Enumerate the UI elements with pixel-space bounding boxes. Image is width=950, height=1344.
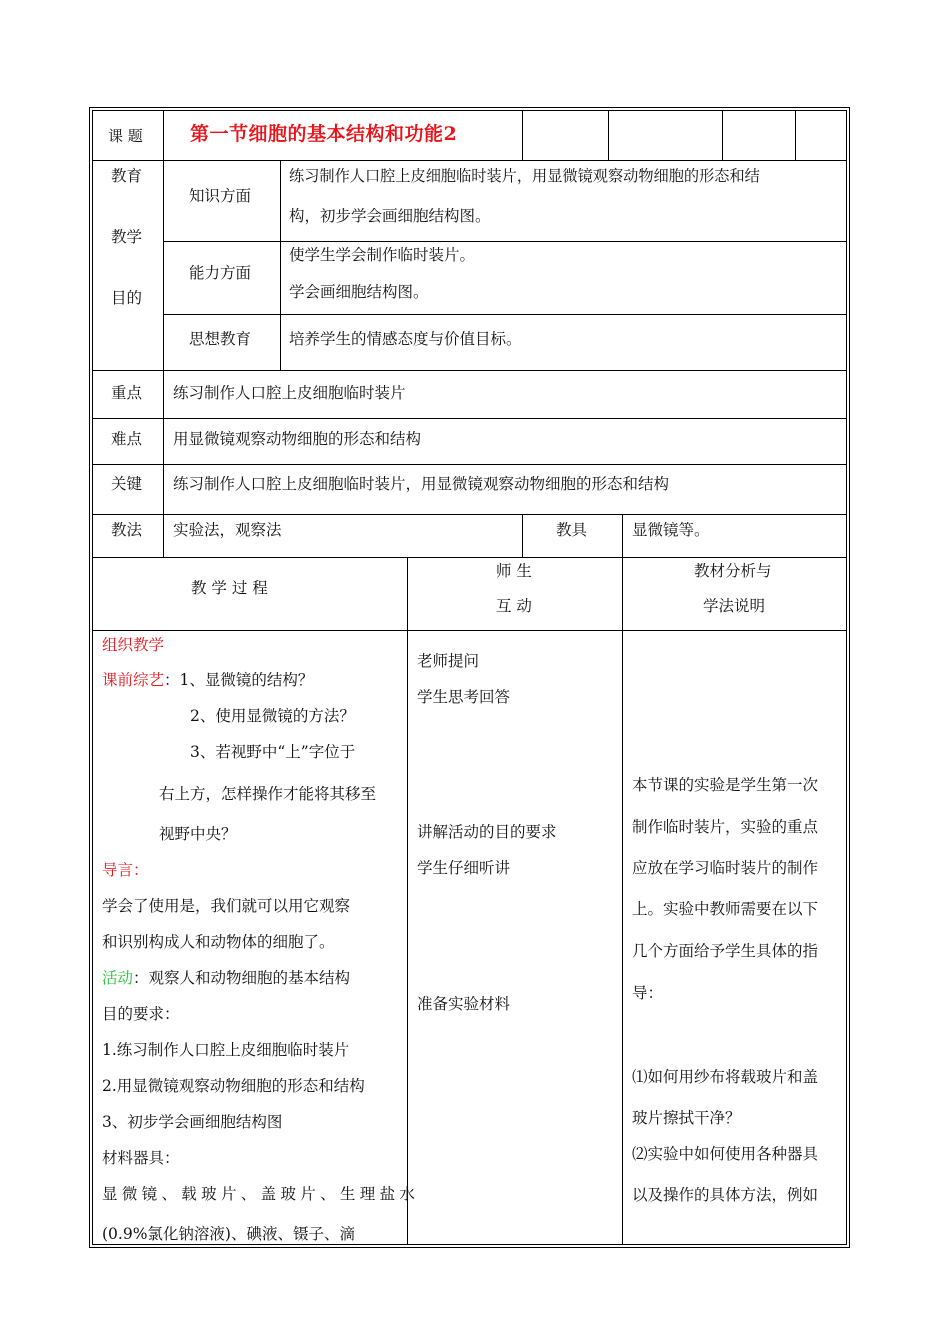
analysis-item-line: ⑵实验中如何使用各种器具 (632, 1145, 819, 1163)
goal-item: 1.练习制作人口腔上皮细胞临时装片 (102, 1041, 350, 1059)
analysis-line: 导： (632, 984, 664, 1002)
review-label: 课前综艺 (102, 671, 165, 689)
col-divider (608, 110, 609, 161)
interaction-col-header-line: 互 动 (496, 597, 532, 615)
interaction-line: 讲解活动的目的要求 (417, 823, 557, 841)
knowledge-label: 知识方面 (189, 187, 252, 205)
key-text: 练习制作人口腔上皮细胞临时装片，用显微镜观察动物细胞的形态和结构 (173, 475, 670, 493)
review-question: 2、使用显微镜的方法？ (190, 707, 355, 725)
materials-heading: 材料器具： (102, 1149, 180, 1167)
review-question-line: 右上方，怎样操作才能将其移至 (159, 785, 377, 803)
row-divider (92, 160, 847, 161)
review-line (102, 671, 313, 689)
organize-teaching-heading: 组织教学 (102, 636, 165, 654)
row-divider (163, 241, 847, 242)
analysis-item-line: ⑴如何用纱布将载玻片和盖 (632, 1068, 819, 1086)
col-divider (163, 110, 164, 558)
col-divider (622, 514, 623, 558)
key-point-label: 重点 (111, 384, 143, 402)
key-point-text: 练习制作人口腔上皮细胞临时装片 (173, 384, 406, 402)
col-divider (280, 160, 281, 371)
analysis-line: 制作临时装片，实验的重点 (632, 818, 819, 836)
ability-label: 能力方面 (189, 264, 252, 282)
knowledge-text-line: 构，初步学会画细胞结构图。 (289, 207, 491, 225)
col-divider (722, 110, 723, 161)
difficulty-label: 难点 (111, 430, 143, 448)
row-divider (163, 314, 847, 315)
objectives-label-line: 目的 (111, 289, 143, 307)
materials-line: (0.9%氯化钠溶液)、碘液、镊子、滴 (102, 1225, 355, 1243)
interaction-col-header-line: 师 生 (496, 562, 532, 580)
intro-heading: 导言： (102, 861, 149, 879)
tools-label: 教具 (556, 521, 588, 539)
ability-text-line: 学会画细胞结构图。 (289, 283, 429, 301)
row-divider (92, 370, 847, 371)
topic-label: 课 题 (108, 127, 143, 145)
intro-line: 学会了使用是，我们就可以用它观察 (102, 897, 351, 915)
analysis-col-header-line: 学法说明 (703, 597, 766, 615)
analysis-item-line: 玻片擦拭干净？ (632, 1109, 741, 1127)
col-divider (522, 514, 523, 558)
row-divider (92, 557, 847, 558)
goal-item: 3、初步学会画细胞结构图 (102, 1113, 283, 1131)
review-question: ：1、显微镜的结构？ (164, 671, 314, 689)
materials-line: 显 微 镜 、 载 玻 片 、 盖 玻 片 、 生 理 盐 水 (102, 1185, 415, 1203)
objectives-label-line: 教学 (111, 228, 143, 246)
review-question-line: 3、若视野中“上”字位于 (190, 743, 356, 761)
analysis-line: 应放在学习临时装片的制作 (632, 859, 819, 877)
goal-item: 2.用显微镜观察动物细胞的形态和结构 (102, 1077, 365, 1095)
col-divider (407, 557, 408, 1245)
row-divider (92, 514, 847, 515)
interaction-line: 准备实验材料 (417, 995, 511, 1013)
col-divider (622, 557, 623, 1245)
analysis-line: 上。实验中教师需要在以下 (632, 900, 819, 918)
difficulty-text: 用显微镜观察动物细胞的形态和结构 (173, 430, 422, 448)
analysis-col-header-line: 教材分析与 (694, 562, 772, 580)
ideology-label: 思想教育 (189, 330, 252, 348)
lesson-title: 第一节细胞的基本结构和功能2 (190, 123, 458, 145)
interaction-line: 老师提问 (417, 652, 480, 670)
tools-text: 显微镜等。 (632, 521, 710, 539)
analysis-item-line: 以及操作的具体方法，例如 (632, 1186, 819, 1204)
objectives-label-line: 教育 (111, 167, 143, 185)
ideology-text: 培养学生的情感态度与价值目标。 (289, 330, 522, 348)
review-question-line: 视野中央？ (159, 825, 237, 843)
col-divider (795, 110, 796, 161)
method-text: 实验法，观察法 (173, 521, 282, 539)
row-divider (92, 418, 847, 419)
activity-line (102, 969, 350, 987)
interaction-line: 学生思考回答 (417, 688, 511, 706)
ability-text-line: 使学生学会制作临时装片。 (289, 246, 476, 264)
process-col-header: 教 学 过 程 (191, 579, 268, 597)
goal-heading: 目的要求： (102, 1005, 180, 1023)
row-divider (92, 630, 847, 631)
key-label: 关键 (111, 475, 143, 493)
activity-label: 活动 (102, 969, 134, 987)
intro-line: 和识别构成人和动物体的细胞了。 (102, 933, 335, 951)
row-divider (92, 464, 847, 465)
method-label: 教法 (111, 521, 143, 539)
interaction-line: 学生仔细听讲 (417, 859, 511, 877)
activity-text: ：观察人和动物细胞的基本结构 (133, 969, 351, 987)
analysis-line: 本节课的实验是学生第一次 (632, 776, 819, 794)
col-divider (522, 110, 523, 161)
analysis-line: 几个方面给予学生具体的指 (632, 942, 819, 960)
knowledge-text-line: 练习制作人口腔上皮细胞临时装片，用显微镜观察动物细胞的形态和结 (289, 167, 760, 185)
